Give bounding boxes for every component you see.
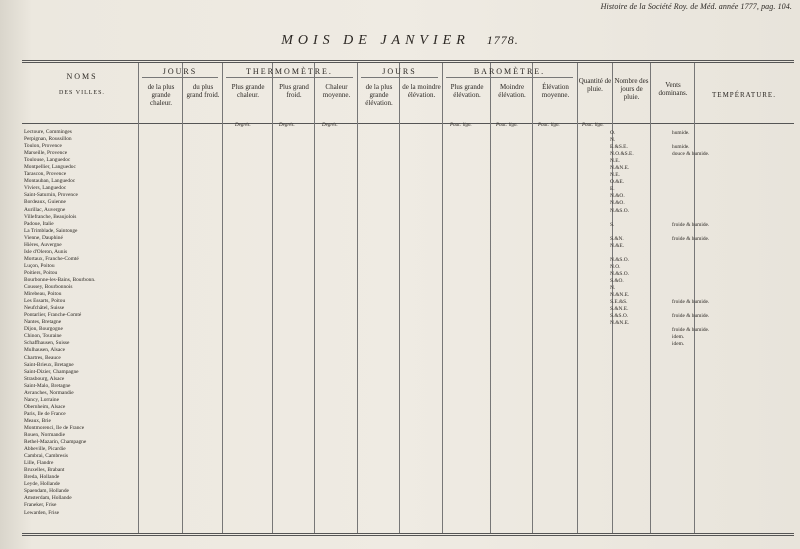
- header-quantite-pluie: Quantité de pluie.: [578, 77, 612, 93]
- city-name: Saint-Malo, Bretagne: [24, 382, 71, 389]
- wind-cell: N.: [610, 285, 616, 292]
- unit-pouc-lign: Pouc. lign.: [450, 123, 472, 128]
- header-plus-grande-elevation-2: Plus grande élévation.: [450, 83, 484, 99]
- city-name: Meaux, Brie: [24, 417, 51, 424]
- wind-cell: N.O.: [610, 263, 621, 270]
- wind-cell: S.E.&S.: [610, 299, 628, 306]
- header-elevation-moyenne: Élévation moyenne.: [541, 83, 570, 99]
- city-name: Padoue, Italie: [24, 220, 54, 227]
- temperature-cell: [672, 193, 772, 200]
- column-rule: [490, 63, 491, 533]
- city-name: Isle d'Oleron, Aunis: [24, 248, 68, 255]
- wind-cell: S.&O.: [610, 277, 624, 284]
- city-name: Lille, Flandre: [24, 460, 54, 467]
- temperature-cell: [672, 186, 772, 193]
- wind-cell: S.: [610, 221, 615, 228]
- wind-cell: N.&S.O.: [610, 270, 630, 277]
- unit-degres: Degrés.: [235, 123, 251, 128]
- city-name: Coussey, Bourbonnois: [24, 284, 73, 291]
- temperature-cell: froide & humide.: [672, 313, 710, 320]
- wind-cell: N.O.&S.E.: [610, 151, 634, 158]
- header-temperature: TEMPÉRATURE.: [712, 91, 776, 99]
- group-rule: [446, 77, 573, 78]
- city-name: Saint-Brieux, Bretagne: [24, 361, 74, 368]
- wind-cell: N.&O.: [610, 200, 625, 207]
- city-name: Nancy, Lorraine: [24, 396, 59, 403]
- wind-cell: E.: [610, 186, 615, 193]
- city-name: Saint-Saturnin, Provence: [24, 192, 78, 199]
- header-plus-grande-chaleur: de la plus grande chaleur.: [147, 83, 175, 107]
- header-plus-grande-chaleur-2: Plus grande chaleur.: [231, 83, 265, 99]
- wind-cell: O.&E.: [610, 179, 625, 186]
- wind-cell: N.&S.O.: [610, 256, 630, 263]
- city-name: Lewarden, Frise: [24, 509, 60, 516]
- temperature-column: [672, 130, 772, 348]
- header-nombre-jours-pluie: Nombre des jours de pluie.: [614, 77, 649, 101]
- temperature-cell: [672, 179, 772, 186]
- column-rule: [442, 63, 443, 533]
- temperature-cell: [672, 271, 772, 278]
- header-plus-grand-froid: du plus grand froid.: [186, 83, 220, 99]
- header-moindre-elevation-2: Moindre élévation.: [498, 83, 526, 99]
- wind-cell: [610, 229, 670, 236]
- city-name: Dijon, Bourgogne: [24, 326, 63, 333]
- city-name: Hières, Auvergne: [24, 241, 62, 248]
- city-name: Vienne, Dauphiné: [24, 234, 63, 241]
- wind-cell: N.: [610, 137, 616, 144]
- temperature-cell: [672, 257, 772, 264]
- unit-pouc-lign: Pouc. lign.: [538, 123, 560, 128]
- title-year: 1778.: [486, 33, 519, 47]
- wind-cell: [610, 250, 670, 257]
- city-name: Montpellier, Languedoc: [24, 164, 76, 171]
- temperature-cell: douce & humide.: [672, 151, 710, 158]
- city-name: Obernheim, Alsace: [24, 403, 66, 410]
- header-chaleur-moyenne: Chaleur moyenne.: [322, 83, 351, 99]
- unit-degres: Degrés.: [279, 123, 295, 128]
- temperature-cell: [672, 172, 772, 179]
- header-jours-2: JOURS: [382, 67, 417, 76]
- unit-degres: Degrés.: [322, 123, 338, 128]
- unit-pouc-lign: Pouc. lign.: [496, 123, 518, 128]
- city-name: Bourbonne-les-Bains, Bourbonn.: [24, 276, 96, 283]
- city-name: Montauban, Languedoc: [24, 178, 76, 185]
- temperature-cell: [672, 250, 772, 257]
- header-plus-grand-froid-2: Plus grand froid.: [279, 83, 309, 99]
- wind-cell: S.&S.O.: [610, 313, 629, 320]
- city-name: Rethel-Mazarin, Champagne: [24, 439, 87, 446]
- temperature-cell: [672, 208, 772, 215]
- temperature-cell: froide & humide.: [672, 327, 710, 334]
- city-name: Luçon, Poitou: [24, 262, 55, 269]
- group-rule: [361, 77, 438, 78]
- temperature-cell: [672, 165, 772, 172]
- city-name: Perpignan, Roussillon: [24, 136, 72, 143]
- temperature-cell: froide & humide.: [672, 235, 710, 242]
- city-name: Spaendam, Hollande: [24, 488, 69, 495]
- wind-cell: N.&N.E.: [610, 292, 630, 299]
- city-name: Saint-Dizier, Champagne: [24, 368, 79, 375]
- temperature-cell: humide.: [672, 144, 690, 151]
- temperature-cell: [672, 215, 772, 222]
- temperature-cell: [672, 243, 772, 250]
- temperature-cell: [672, 200, 772, 207]
- running-head: Histoire de la Société Roy. de Méd. année 1777, pag. 104.: [600, 2, 792, 11]
- wind-cell: E.&S.E.: [610, 144, 628, 151]
- city-name: Strasbourg, Alsace: [24, 375, 65, 382]
- city-name: Pontarlier, Franche-Comté: [24, 312, 82, 319]
- city-name: Tarascon, Provence: [24, 171, 67, 178]
- group-rule: [226, 77, 353, 78]
- city-name: Poitiers, Poitou: [24, 269, 58, 276]
- header-moindre-elevation: de la moindre élévation.: [402, 83, 441, 99]
- column-rule: [272, 63, 273, 533]
- column-rule: [532, 63, 533, 533]
- temperature-cell: humide.: [672, 130, 690, 136]
- wind-cell: N.&S.O.: [610, 207, 630, 214]
- city-name: Aurillac, Auvergne: [24, 206, 66, 213]
- header-thermometre: THERMOMÈTRE.: [246, 67, 333, 76]
- page-title: [0, 33, 800, 49]
- wind-cell: N.E.: [610, 172, 620, 179]
- temperature-cell: froide & humide.: [672, 299, 710, 306]
- header-vents-dominans: Vents dominans.: [658, 81, 688, 97]
- city-name: Cambrai, Cambresis: [24, 453, 69, 460]
- city-name: Breda, Hollande: [24, 474, 60, 481]
- wind-cell: S.&N.E.: [610, 306, 629, 313]
- temperature-cell: [672, 158, 772, 165]
- column-rule: [314, 63, 315, 533]
- column-rule: [399, 63, 400, 533]
- city-name: Toulouse, Languedoc: [24, 157, 71, 164]
- city-name: Mortaux, Franche-Comté: [24, 255, 79, 262]
- city-name: La Trimblade, Saintonge: [24, 227, 78, 234]
- temperature-cell: [672, 278, 772, 285]
- group-rule: [142, 77, 218, 78]
- city-name: Rouen, Normandie: [24, 432, 66, 439]
- city-name: Lectoure, Comminges: [24, 129, 72, 135]
- city-name: Bordeaux, Guienne: [24, 199, 66, 206]
- city-name: Montmorenci, Ile de France: [24, 424, 85, 431]
- temperature-cell: froide & humide.: [672, 221, 710, 228]
- city-name: Chartres, Beauce: [24, 354, 61, 361]
- column-rule: [222, 63, 223, 533]
- city-name: Marseille, Provence: [24, 150, 68, 157]
- city-name: Mulhausen, Alsace: [24, 347, 66, 354]
- header-villes: DES VILLES.: [59, 90, 105, 96]
- header-barometre: BAROMÈTRE.: [473, 67, 546, 76]
- city-name: Viviers, Languedoc: [24, 185, 67, 192]
- temperature-cell: idem.: [672, 334, 685, 341]
- temperature-cell: idem.: [672, 341, 685, 348]
- temperature-cell: [672, 264, 772, 271]
- winds-column: [610, 130, 670, 327]
- wind-cell: N.&E.: [610, 242, 625, 249]
- header-noms: NOMS: [66, 72, 98, 81]
- city-name: Mirebeau, Poitou: [24, 291, 62, 298]
- city-name: Nantes, Bretagne: [24, 319, 62, 326]
- city-name: Schaffhausen, Suisse: [24, 340, 70, 347]
- city-name: Avranches, Normandie: [24, 389, 74, 396]
- wind-cell: [610, 215, 670, 222]
- column-rule: [577, 63, 578, 533]
- wind-cell: N.&O.: [610, 193, 625, 200]
- unit-pouc-lign: Pouc. lign.: [582, 123, 604, 128]
- city-list: [24, 129, 139, 517]
- temperature-cell: [672, 229, 772, 236]
- header-plus-grande-elevation: de la plus grande élévation.: [365, 83, 393, 107]
- city-name: Chinon, Touraine: [24, 333, 62, 340]
- city-name: Franeker, Frise: [24, 502, 57, 509]
- city-name: Les Essarts, Poitou: [24, 298, 66, 305]
- wind-cell: N.&N.E.: [610, 320, 630, 327]
- header-jours-1: JOURS: [162, 67, 198, 76]
- wind-cell: S.&N.: [610, 235, 624, 242]
- column-rule: [182, 63, 183, 533]
- city-name: Leyde, Hollande: [24, 481, 60, 488]
- column-rule: [357, 63, 358, 533]
- wind-cell: O.: [610, 130, 616, 136]
- wind-cell: N.E.: [610, 158, 620, 165]
- city-name: Amsterdam, Hollande: [24, 495, 72, 502]
- temperature-cell: [672, 137, 772, 144]
- city-name: Paris, Ile de France: [24, 410, 66, 417]
- city-name: Abbeville, Picardie: [24, 446, 66, 453]
- city-name: Bruxelles, Brabant: [24, 467, 65, 474]
- city-name: Villefranche, Beaujolois: [24, 213, 77, 220]
- city-name: Toulon, Provence: [24, 143, 62, 150]
- city-name: Neufchâtel, Suisse: [24, 305, 65, 312]
- temperature-cell: [672, 285, 772, 292]
- title-text: MOIS DE JANVIER: [281, 33, 470, 48]
- wind-cell: N.&N.E.: [610, 165, 630, 172]
